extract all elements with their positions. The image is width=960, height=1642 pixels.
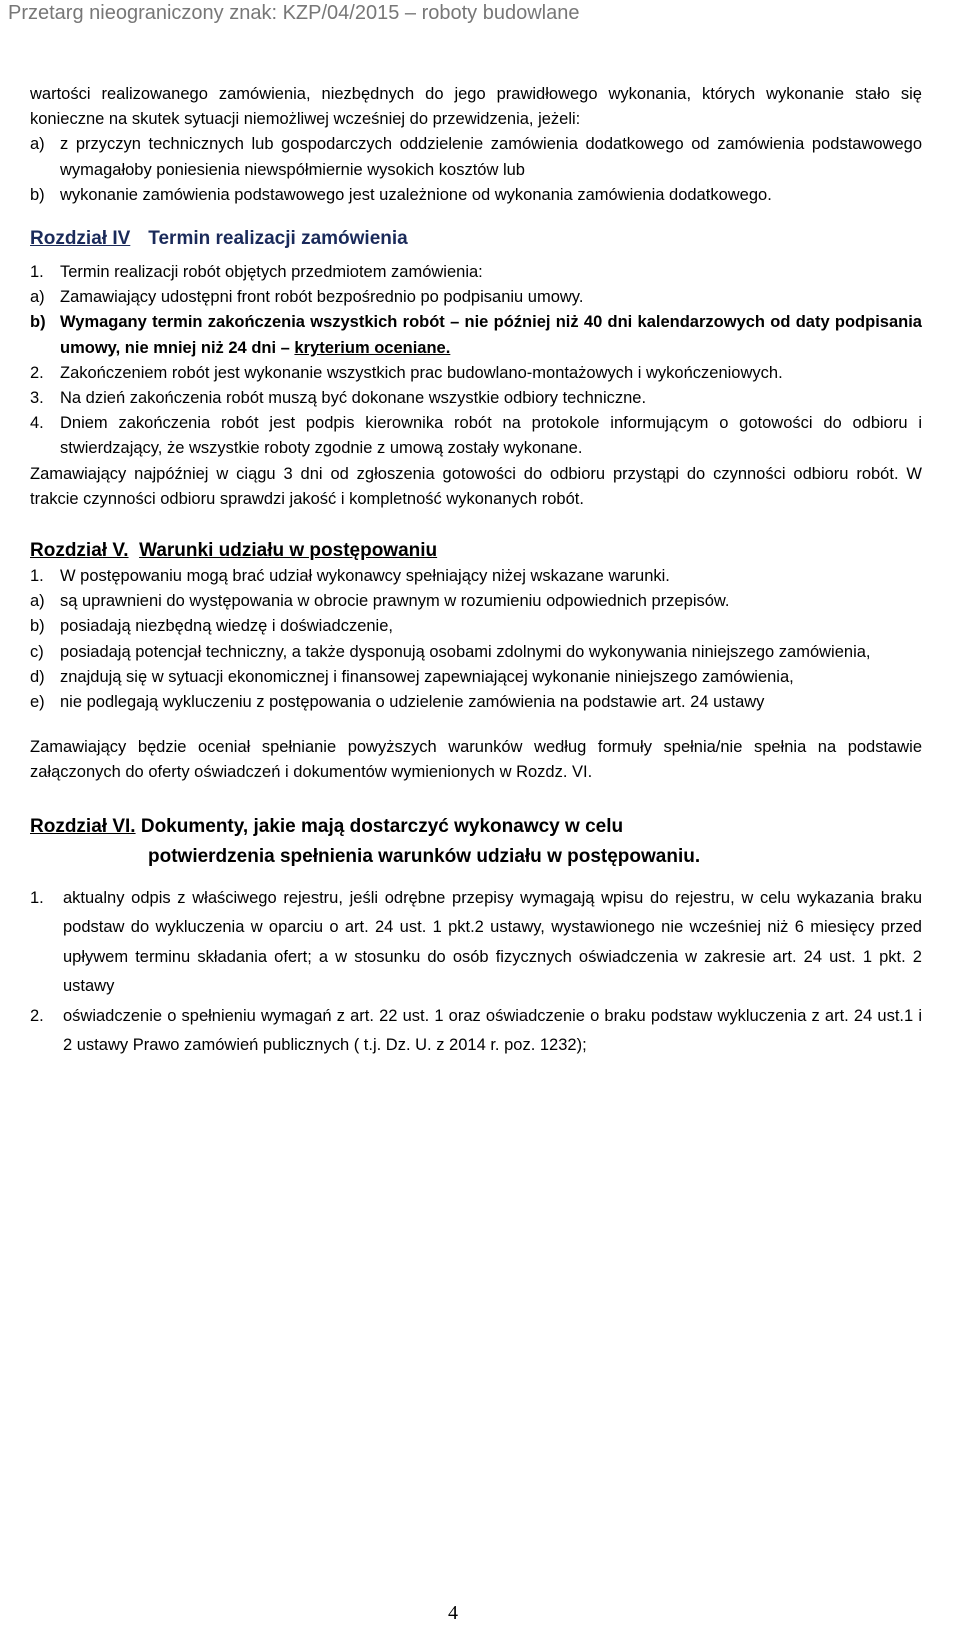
iv-point-3 [30,386,922,411]
list-marker: d) [30,667,45,686]
v-item-e [30,690,922,715]
list-marker: e) [30,693,45,712]
vi-item-2 [30,1002,922,1061]
list-text: Dniem zakończenia robót jest podpis kierownika robót na protokole informującym o gotowości do odbioru i stwierdzający, że wszystkie roboty zgodnie z umową zostały wykonane. [60,414,922,458]
list-text: Na dzień zakończenia robót muszą być dokonane wszystkie odbiory techniczne. [60,389,647,408]
list-text: Zamawiający udostępni front robót bezpośrednio po podpisaniu umowy. [60,288,584,307]
vi-item-1 [30,884,922,1002]
v-closing-paragraph: Zamawiający będzie oceniał spełnianie powyższych warunków według formuły spełnia/nie spełnia na podstawie załączonych do oferty oświadczeń i dokumentów wymienionych w Rozdz. VI. [30,738,922,782]
list-text: aktualny odpis z właściwego rejestru, jeśli odrębne przepisy wymagają wpisu do rejestru, w celu wykazania braku podstaw do wykluczenia w oparciu o art. 24 ust. 1 pkt.2 ustawy, wystawionego nie wcześniej niż 6 miesięcy przed upływem terminu składania ofert; a w stosunku do osób fizycznych oświadczenia w zakresie art. 24 ust. 1 pkt. 2 ustawy [63,888,922,996]
list-marker: 2. [30,1006,44,1025]
list-marker: a) [30,135,45,154]
section-label: Rozdział V. [30,540,129,562]
intro-item-a [30,132,922,182]
list-text: z przyczyn technicznych lub gospodarczych oddzielenie zamówienia dodatkowego od zamówienia podstawowego wymagałoby poniesienia niewspółmiernie wysokich kosztów lub [60,135,922,179]
list-text: Wymagany termin zakończenia wszystkich robót – nie później niż 40 dni kalendarzowych od daty podpisania umowy, nie mniej niż 24 dni – [60,313,922,357]
section-title-line1: Dokumenty, jakie mają dostarczyć wykonawcy w celu [140,815,624,837]
iv-closing-paragraph: Zamawiający najpóźniej w ciągu 3 dni od zgłoszenia gotowości do odbioru przystąpi do czynności odbioru robót. W trakcie czynności odbioru sprawdzi jakość i kompletność wykonanych robót. [30,464,922,508]
iv-point-2 [30,361,922,386]
section-heading-v [30,538,922,564]
list-text: są uprawnieni do występowania w obrocie prawnym w rozumieniu odpowiednich przepisów. [60,592,730,611]
page-number: 4 [448,1602,458,1624]
iv-item-a [30,285,922,310]
v-item-d [30,665,922,690]
iv-point-1 [30,260,922,285]
intro-paragraph: wartości realizowanego zamówienia, niezbędnych do jego prawidłowego wykonania, których wykonanie stało się konieczne na skutek sytuacji niemożliwej wcześniej do przewidzenia, jeżeli: [30,85,922,129]
list-marker: a) [30,288,45,307]
list-marker: a) [30,592,45,611]
v-point-1 [30,564,922,589]
iv-item-b [30,310,922,360]
section-label: Rozdział IV [30,228,131,250]
list-marker: 1. [30,888,44,907]
section-heading-iv [30,226,922,252]
intro-item-b [30,183,922,208]
list-marker: b) [30,617,45,636]
list-marker: 3. [30,389,44,408]
list-marker: 2. [30,363,44,382]
list-text: Zakończeniem robót jest wykonanie wszystkich prac budowlano-montażowych i wykończeniowych. [60,363,783,382]
iv-point-4 [30,411,922,461]
list-text: nie podlegają wykluczeniu z postępowania o udzielenie zamówienia na podstawie art. 24 ustawy [60,693,765,712]
list-text: posiadają niezbędną wiedzę i doświadczenie, [60,617,393,636]
v-item-b [30,614,922,639]
v-item-a [30,589,922,614]
criterion-label: kryterium oceniane. [294,338,451,357]
list-text: oświadczenie o spełnieniu wymagań z art. 22 ust. 1 oraz oświadczenie o braku podstaw wykluczenia z art. 24 ust.1 i 2 ustawy Prawo zamówień publicznych ( t.j. Dz. U. z 2014 r. poz. 1232); [63,1006,922,1055]
list-text: posiadają potencjał techniczny, a także dysponują osobami zdolnymi do wykonywania niniejszego zamówienia, [60,642,871,661]
list-text: W postępowaniu mogą brać udział wykonawcy spełniający niżej wskazane warunki. [60,567,670,586]
list-text: wykonanie zamówienia podstawowego jest uzależnione od wykonania zamówienia dodatkowego. [60,185,772,204]
section-title-line2: potwierdzenia spełnienia warunków udziału w postępowaniu. [148,845,701,867]
section-title: Warunki udziału w postępowaniu [139,540,438,562]
section-label: Rozdział VI. [30,815,136,837]
document-header: Przetarg nieograniczony znak: KZP/04/2015 – roboty budowlane [8,2,580,24]
list-marker: c) [30,642,44,661]
v-item-c [30,640,922,665]
section-heading-vi [30,812,922,872]
list-marker: b) [30,313,46,332]
list-marker: 1. [30,263,44,282]
list-marker: 1. [30,567,44,586]
list-marker: 4. [30,414,44,433]
list-text: Termin realizacji robót objętych przedmiotem zamówienia: [60,263,483,282]
section-title: Termin realizacji zamówienia [148,228,408,250]
list-marker: b) [30,185,45,204]
document-body [30,82,922,1061]
list-text: znajdują się w sytuacji ekonomicznej i finansowej zapewniającej wykonanie niniejszego zamówienia, [60,667,794,686]
